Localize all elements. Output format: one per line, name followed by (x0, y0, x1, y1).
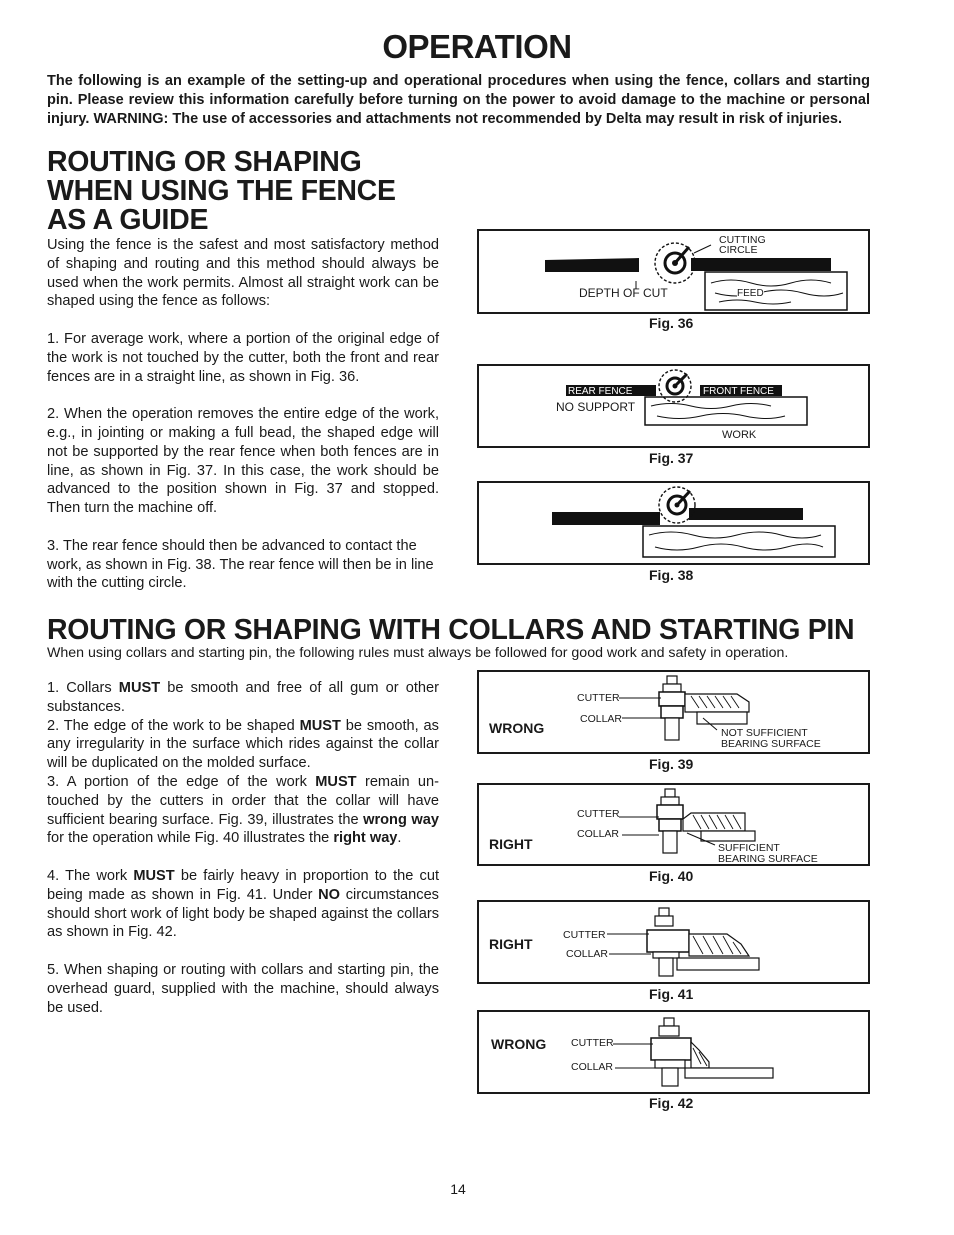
figure-38 (477, 481, 870, 565)
fig42-label-cutter: CUTTER (571, 1037, 614, 1049)
section1-para-3: 2. When the operation removes the entire edge of the work, e.g., in jointing or making a full bead, the shaped edge will not be supported by the rear fence when both fences are in line, as shown in Fig. 37. In this case, the work should be advanced to the position shown in Fig. 37 and stopped. Then turn the machine off. (47, 406, 439, 517)
fig36-label-feed: FEED (737, 288, 764, 299)
fig36-caption: Fig. 36 (649, 315, 694, 331)
section1-para-1: Using the fence is the safest and most satisfactory method of shaping and routing and this method should always be used when the work permits. Almost all straight work can be shaped using the fence as follows: (47, 237, 439, 310)
fig37-label-rear-fence: REAR FENCE (568, 386, 633, 397)
section2-lead: When using collars and starting pin, the following rules must always be followed for good work and safety in operation. (47, 645, 789, 661)
section1-heading-line2: WHEN USING THE FENCE (47, 175, 396, 207)
rule-2: 2. The edge of the work to be shaped MUST be smooth, as any irregularity in the surface which rides against the collar will be duplicated on the molded surface. (47, 717, 439, 772)
fig40-note-line2: BEARING SURFACE (718, 853, 818, 865)
fig40-label-collar: COLLAR (577, 828, 620, 840)
figure-41 (477, 900, 870, 984)
fig41-drawing (479, 902, 868, 982)
section1-heading (47, 148, 396, 235)
figure-39 (477, 670, 870, 754)
fig41-verdict: RIGHT (489, 936, 533, 952)
fig39-caption: Fig. 39 (649, 756, 694, 772)
fig37-label-front-fence: FRONT FENCE (703, 386, 774, 397)
fig42-caption: Fig. 42 (649, 1095, 694, 1111)
fig39-note-line1: NOT SUFFICIENT (721, 727, 808, 739)
figure-40 (477, 783, 870, 866)
fig39-note-line2: BEARING SURFACE (721, 738, 821, 750)
section1-heading-line3: AS A GUIDE (47, 204, 209, 236)
figure-37 (477, 364, 870, 448)
fig37-label-work: WORK (722, 429, 757, 441)
page-title: OPERATION (382, 28, 572, 65)
section1-para-4: 3. The rear fence should then be advanced to contact the work, as shown in Fig. 38. The rear fence will then be in line with the cutting circle. (47, 537, 434, 592)
fig36-label-circle: CIRCLE (719, 244, 758, 256)
rule-3: 3. A portion of the edge of the work MUST remain un-touched by the cutters in order that the collar will have sufficient bearing surface. Fig. 39, illustrates the wrong way for the operation while Fig. 40 illustrates the right way. (47, 773, 440, 847)
fig36-label-depth: DEPTH OF CUT (579, 286, 668, 300)
fig40-caption: Fig. 40 (649, 868, 694, 884)
fig41-label-collar: COLLAR (566, 948, 609, 960)
fig37-caption: Fig. 37 (649, 450, 694, 466)
figure-42 (477, 1010, 870, 1094)
rule-1: 1. Collars MUST be smooth and free of all gum or other substances. (47, 680, 439, 715)
fig42-label-collar: COLLAR (571, 1061, 614, 1073)
fig37-label-no-support: NO SUPPORT (556, 400, 636, 414)
fig38-caption: Fig. 38 (649, 567, 694, 583)
fig39-label-collar: COLLAR (580, 713, 623, 725)
section1-heading-line1: ROUTING OR SHAPING (47, 146, 362, 178)
section2-rules (47, 679, 439, 1017)
section2-heading: ROUTING OR SHAPING WITH COLLARS AND STARTING PIN (47, 614, 855, 646)
fig39-verdict: WRONG (489, 720, 545, 736)
fig42-drawing (479, 1012, 868, 1092)
fig37-drawing (479, 366, 868, 446)
fig36-drawing (479, 231, 868, 312)
fig40-verdict: RIGHT (489, 836, 533, 852)
section1-body (47, 236, 439, 612)
fig40-label-cutter: CUTTER (577, 808, 620, 820)
section1-para-2: 1. For average work, where a portion of the original edge of the work is not touched by the cutter, both the front and rear fences are in a straight line, as shown in Fig. 36. (47, 330, 439, 385)
fig42-verdict: WRONG (491, 1036, 547, 1052)
fig36-label-cutting: CUTTING (719, 234, 766, 246)
fig41-label-cutter: CUTTER (563, 929, 606, 941)
fig41-caption: Fig. 41 (649, 986, 694, 1002)
fig38-drawing (479, 483, 868, 563)
rule-4: 4. The work MUST be fairly heavy in proportion to the cut being made as shown in Fig. 41. Under NO circumstances should short work of light body be shaped against the collars as shown in Fig. 42. (47, 867, 439, 941)
fig39-label-cutter: CUTTER (577, 692, 620, 704)
intro-paragraph: The following is an example of the setting-up and operational procedures when using the fence, collars and starting pin. Please review this information carefully before turning on the power to avoid damage to the machine or personal injury. WARNING: The use of accessories and attachments not recommended by Delta may result in risk of injuries. (47, 73, 870, 127)
figure-36 (477, 229, 870, 314)
page-number: 14 (450, 1181, 466, 1197)
fig40-note-line1: SUFFICIENT (718, 842, 780, 854)
rule-5: 5. When shaping or routing with collars and starting pin, the overhead guard, supplied with the machine, should always be used. (47, 961, 439, 1016)
